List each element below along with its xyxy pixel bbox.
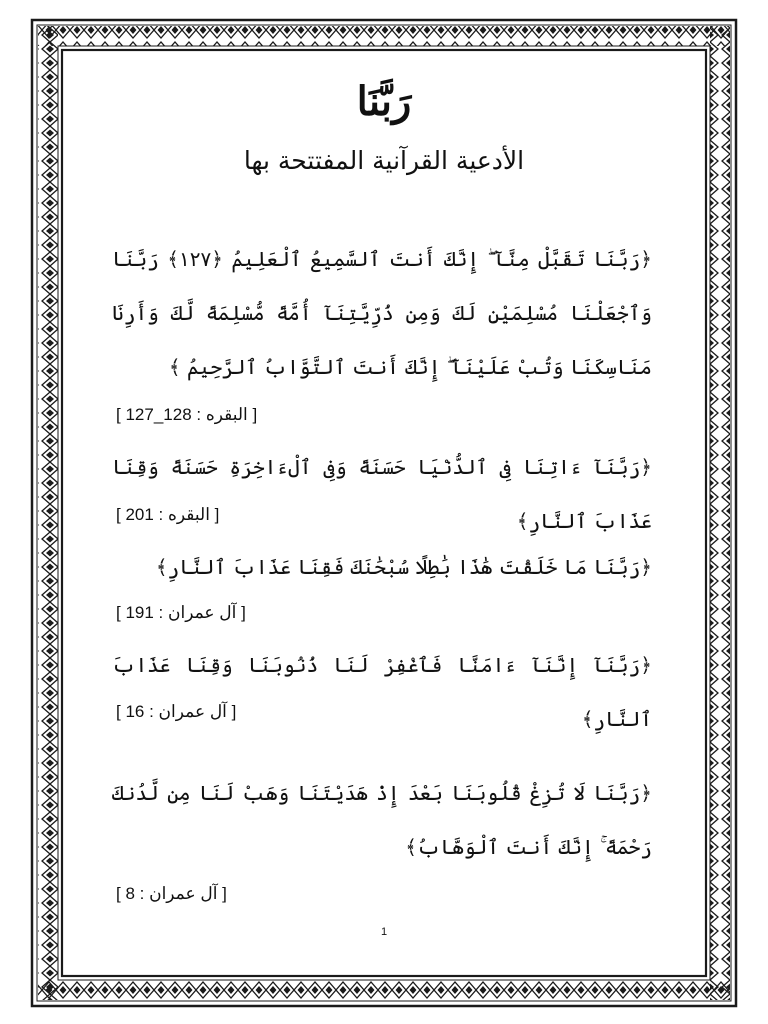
verse-text-2: ﴿رَبَّنَآ ءَاتِنَا فِى ٱلدُّنْيَا حَسَنَةً وَفِى ٱلْءَاخِرَةِ حَسَنَةً وَقِنَا عَذَابَ ٱلنَّارِ﴾: [112, 455, 652, 533]
verse-reference-1: [ البقره : 128_127 ]: [116, 405, 258, 424]
verse-text-3: ﴿رَبَّنَا مَا خَلَقْتَ هَٰذَا بَٰطِلًا سُبْحَٰنَكَ فَقِنَا عَذَابَ ٱلنَّارِ﴾: [155, 555, 652, 579]
verse-reference-5: [ آل عمران : 8 ]: [116, 884, 227, 903]
document-subtitle: الأدعية القرآنية المفتتحة بها: [243, 146, 525, 175]
verse-text-4: ﴿رَبَّنَآ إِنَّنَآ ءَامَنَّا فَٱغْفِرْ لَنَا ذُنُوبَنَا وَقِنَا عَذَابَ ٱلنَّارِ﴾: [112, 653, 652, 731]
verse-reference-4: [ آل عمران : 16 ]: [116, 702, 237, 721]
verse-reference-3: [ آل عمران : 191 ]: [116, 603, 246, 622]
page-number: 1: [380, 926, 388, 938]
verse-reference-2: [ البقره : 201 ]: [116, 505, 220, 524]
verse-text-1: ﴿رَبَّنَا تَقَبَّلْ مِنَّآ ۖ إِنَّكَ أَنتَ ٱلسَّمِيعُ ٱلْعَلِيمُ ﴿١٢٧﴾ رَبَّنَا وَٱجْعَلْنَا مُسْلِمَيْنِ لَكَ وَمِن ذُرِّيَّتِنَآ أُمَّةً مُّسْلِمَةً لَّكَ وَأَرِنَا مَنَاسِكَنَا وَتُبْ عَلَيْنَآ ۖ إِنَّكَ أَنتَ ٱلتَّوَّابُ ٱلرَّحِيمُ ﴾: [112, 247, 652, 379]
document-title: رَبَّنَا: [356, 78, 412, 125]
verse-text-5: ﴿رَبَّنَا لَا تُزِغْ قُلُوبَنَا بَعْدَ إِذْ هَدَيْتَنَا وَهَبْ لَنَا مِن لَّدُنكَ رَحْمَةً ۚ إِنَّكَ أَنتَ ٱلْوَهَّابُ﴾: [112, 781, 652, 859]
